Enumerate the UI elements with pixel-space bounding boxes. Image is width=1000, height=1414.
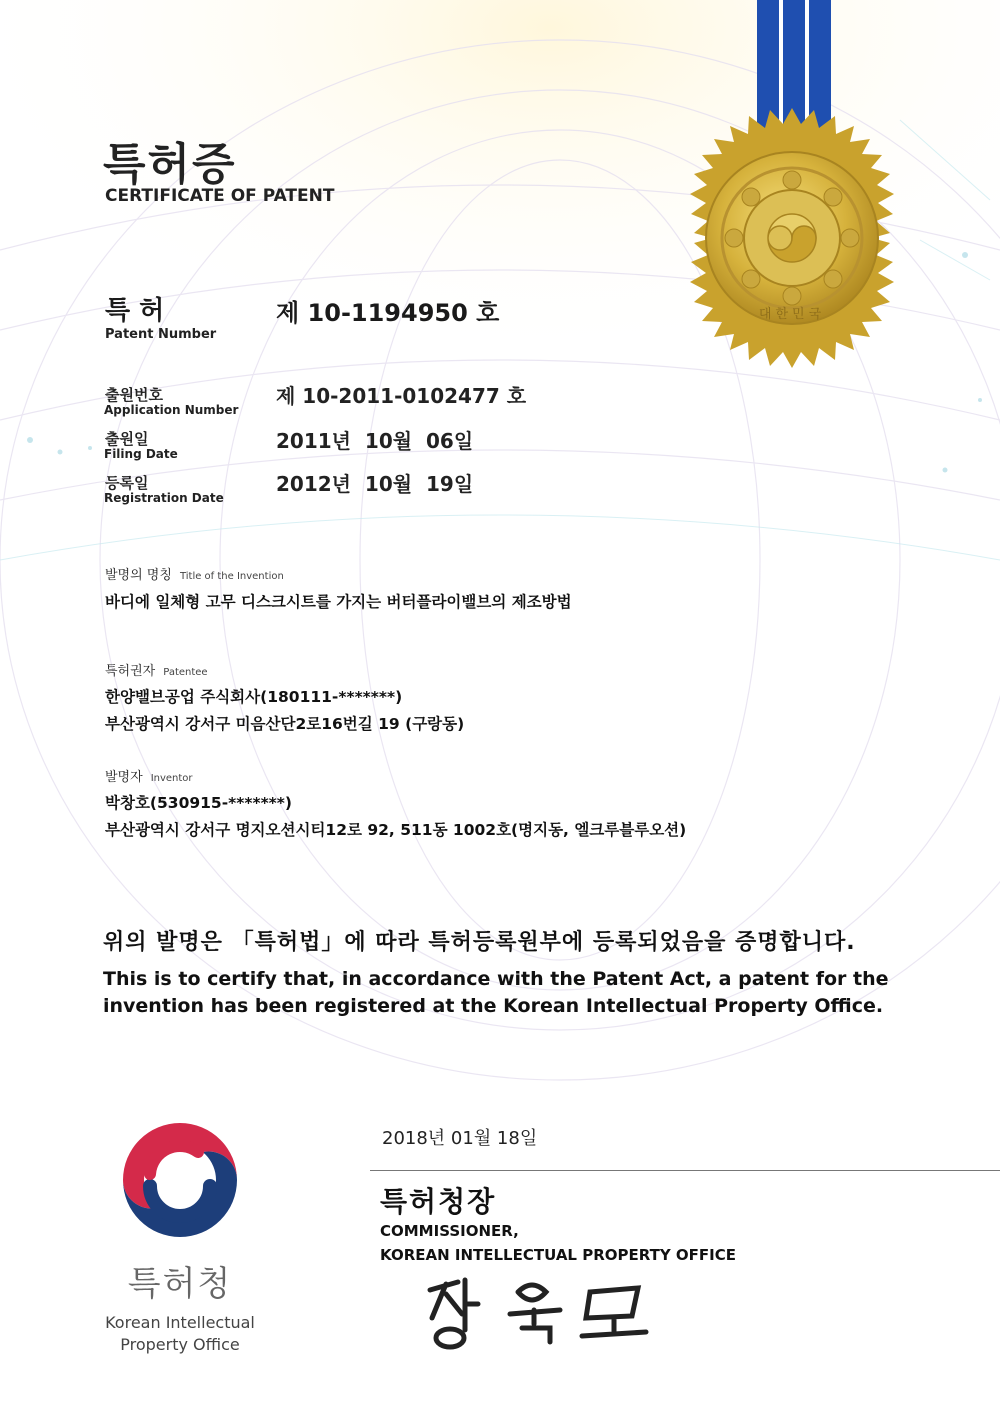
signature — [410, 1270, 670, 1360]
patentee-heading — [105, 660, 208, 679]
certification-text-ko: 위의 발명은 「특허법」에 따라 특허등록원부에 등록되었음을 증명합니다. — [103, 930, 856, 955]
patent-number-label-en: Patent Number — [105, 327, 217, 342]
invention-title: 바디에 일체형 고무 디스크시트를 가지는 버터플라이밸브의 제조방법 — [105, 593, 572, 611]
invention-heading — [105, 564, 284, 583]
patentee-label-en: Patentee — [163, 667, 208, 678]
kipo-logo-icon — [123, 1123, 237, 1237]
commissioner-title-en-line1: COMMISSIONER, — [380, 1222, 519, 1240]
certification-text-en: This is to certify that, in accordance with the Patent Act, a patent for the invention has been registered at the Korean Intellectual Property Office. — [103, 968, 889, 1017]
application-number-value: 제 10-2011-0102477 호 — [276, 384, 527, 408]
commissioner-title-en-line2: KOREAN INTELLECTUAL PROPERTY OFFICE — [380, 1246, 737, 1264]
issue-date: 2018년 01월 18일 — [382, 1128, 538, 1149]
registration-date-label-en: Registration Date — [104, 491, 224, 505]
kipo-name-ko: 특허청 — [127, 1264, 233, 1304]
inventor-label-en: Inventor — [150, 773, 193, 784]
filing-date-label-en: Filing Date — [104, 447, 178, 461]
kipo-name-en — [90, 1312, 270, 1356]
filing-date-value: 2011년 10월 06일 — [276, 429, 474, 453]
patentee-label: 특허권자 — [105, 664, 156, 679]
kipo-name-en-line1: Korean Intellectual — [105, 1313, 255, 1332]
registration-date-label: 등록일 — [105, 474, 149, 492]
inventor-address: 부산광역시 강서구 명지오션시티12로 92, 511동 1002호(명지동, 엘크루블루오션) — [105, 821, 687, 839]
certificate-subtitle: CERTIFICATE OF PATENT — [105, 186, 335, 206]
patent-number-label: 특 허 — [105, 296, 165, 326]
kipo-name-en-line2: Property Office — [120, 1335, 240, 1354]
gold-seal-icon — [690, 108, 894, 368]
certificate-title: 특허증 — [103, 139, 237, 190]
inventor-heading — [105, 766, 193, 785]
divider — [370, 1170, 1000, 1171]
seal-text: 대한민국 — [758, 307, 826, 322]
inventor-name: 박창호(530915-*******) — [105, 794, 292, 812]
registration-date-value: 2012년 10월 19일 — [276, 472, 474, 496]
patent-number-value: 제 10-1194950 호 — [276, 299, 500, 327]
inventor-label: 발명자 — [105, 770, 143, 785]
invention-label-en: Title of the Invention — [179, 571, 284, 582]
invention-label: 발명의 명칭 — [105, 568, 172, 583]
commissioner-title: 특허청장 — [380, 1185, 497, 1218]
application-number-label-en: Application Number — [104, 403, 239, 417]
commissioner-title-en — [380, 1219, 736, 1267]
filing-date-label: 출원일 — [105, 430, 149, 448]
application-number-label: 출원번호 — [105, 386, 163, 404]
patentee-address: 부산광역시 강서구 미음산단2로16번길 19 (구랑동) — [105, 715, 465, 733]
patentee-name: 한양밸브공업 주식회사(180111-*******) — [105, 688, 403, 706]
